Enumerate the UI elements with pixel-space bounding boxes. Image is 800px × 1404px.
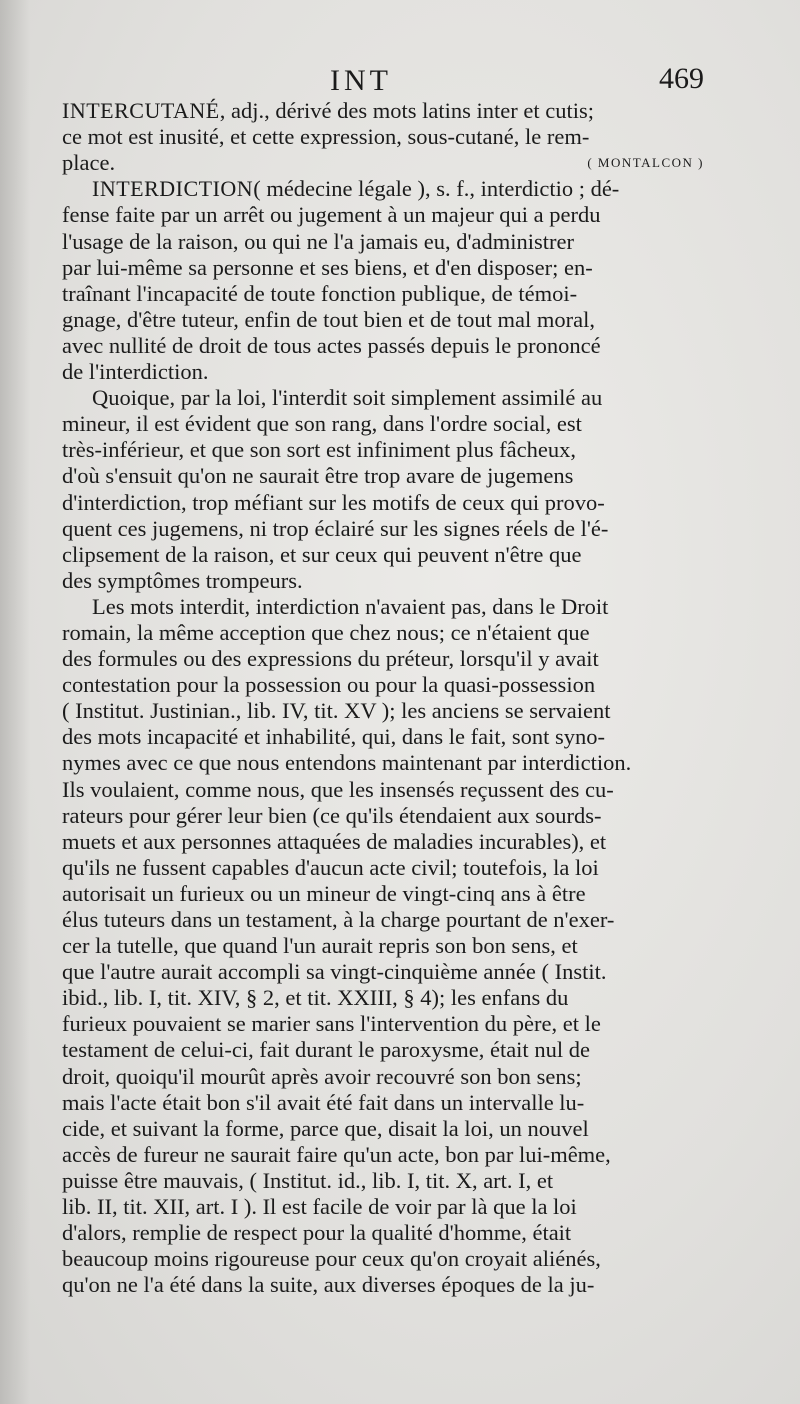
text-line: cer la tutelle, que quand l'un aurait repris son bon sens, et [62, 933, 578, 959]
text-line: ibid., lib. I, tit. XIV, § 2, et tit. XXIII, § 4); les enfans du [62, 985, 569, 1011]
text-line: très-inférieur, et que son sort est infiniment plus fâcheux, [62, 437, 576, 463]
entry-headword: INTERDICTION [92, 176, 254, 202]
text-line: lib. II, tit. XII, art. I ). Il est facile de voir par là que la loi [62, 1194, 577, 1220]
text-line: droit, quoiqu'il mourût après avoir recouvré son bon sens; [62, 1063, 582, 1089]
text-line: des mots incapacité et inhabilité, qui, dans le fait, sont syno- [62, 724, 605, 750]
entry-intercutane [62, 98, 704, 176]
binding-shadow [0, 0, 30, 1404]
text-line: que l'autre aurait accompli sa vingt-cinquième année ( Instit. [62, 959, 607, 985]
text-line: cide, et suivant la forme, parce que, disait la loi, un nouvel [62, 1115, 589, 1141]
text-line: mineur, il est évident que son rang, dans l'ordre social, est [62, 411, 582, 437]
text-line: élus tuteurs dans un testament, à la charge pourtant de n'exer- [62, 907, 615, 932]
text-line: traînant l'incapacité de toute fonction publique, de témoi- [62, 280, 578, 306]
text-line: Les mots interdit, interdiction n'avaient pas, dans le Droit [92, 593, 609, 619]
entry-text: place. [62, 150, 116, 176]
text-line: testament de celui-ci, fait durant le paroxysme, était nul de [62, 1037, 590, 1063]
text-line: romain, la même acception que chez nous; ce n'étaient que [62, 619, 590, 645]
text-line: ( Institut. Justinian., lib. IV, tit. XV ); les anciens se servaient [62, 698, 611, 724]
text-line: d'interdiction, trop méfiant sur les motifs de ceux qui provo- [62, 489, 605, 515]
entry-text: ( médecine légale ), s. f., interdictio ; dé- [253, 176, 620, 202]
text-line: nymes avec ce que nous entendons maintenant par interdiction. [62, 750, 632, 776]
text-line [62, 98, 704, 124]
paragraph-les-mots [62, 594, 704, 1299]
text-line: accès de fureur ne saurait faire qu'un acte, bon par lui-même, [62, 1141, 611, 1167]
text-line: fense faite par un arrêt ou jugement à un majeur qui a perdu [62, 202, 601, 228]
text-line: mais l'acte était bon s'il avait été fait dans un intervalle lu- [62, 1089, 585, 1115]
text-line: d'où s'ensuit qu'on ne saurait être trop avare de jugemens [62, 463, 574, 489]
text-line: beaucoup moins rigoureuse pour ceux qu'on croyait aliénés, [62, 1246, 601, 1272]
text-line: autorisait un furieux ou un mineur de vingt-cinq ans à être [62, 880, 586, 906]
text-line [62, 176, 704, 202]
body-text [62, 98, 704, 1298]
text-line: par lui-même sa personne et ses biens, et d'en disposer; en- [62, 254, 593, 280]
text-line: puisse être mauvais, ( Institut. id., lib. I, tit. X, art. I, et [62, 1167, 554, 1193]
page-number: 469 [659, 62, 704, 95]
text-line: rateurs pour gérer leur bien (ce qu'ils étendaient aux sourds- [62, 802, 602, 828]
paragraph-quoique [62, 385, 704, 594]
entry-text: , adj., dérivé des mots latins inter et cutis; [219, 98, 595, 123]
text-line: Ils voulaient, comme nous, que les insensés reçussent des cu- [62, 776, 614, 802]
text-line: contestation pour la possession ou pour la quasi-possession [62, 672, 596, 698]
text-line: ce mot est inusité, et cette expression, sous-cutané, le rem- [62, 124, 590, 150]
text-line: muets et aux personnes attaquées de maladies incurables), et [62, 828, 607, 854]
text-line: quent ces jugemens, ni trop éclairé sur les signes réels de l'é- [62, 515, 609, 541]
text-line: furieux pouvaient se marier sans l'intervention du père, et le [62, 1011, 601, 1037]
entry-interdiction [62, 176, 704, 385]
text-line: clipsement de la raison, et sur ceux qui peuvent n'être que [62, 541, 582, 567]
text-line: des formules ou des expressions du préteur, lorsqu'il y avait [62, 646, 599, 672]
author-signature: ( MONTALCON ) [587, 155, 704, 171]
text-line: qu'on ne l'a été dans la suite, aux diverses époques de la ju- [62, 1272, 595, 1298]
text-line: Quoique, par la loi, l'interdit soit simplement assimilé au [92, 385, 603, 411]
running-head: INT [330, 64, 392, 97]
text-line: d'alors, remplie de respect pour la qualité d'homme, était [62, 1220, 572, 1246]
text-line: des symptômes trompeurs. [62, 567, 303, 593]
page-header [0, 58, 800, 98]
text-line: de l'interdiction. [62, 359, 209, 385]
text-line: gnage, d'être tuteur, enfin de tout bien et de tout mal moral, [62, 306, 595, 332]
text-line: l'usage de la raison, ou qui ne l'a jamais eu, d'administrer [62, 228, 575, 254]
text-line: avec nullité de droit de tous actes passés depuis le prononcé [62, 332, 601, 358]
entry-headword: INTERCUTANÉ [62, 98, 220, 123]
text-line: qu'ils ne fussent capables d'aucun acte civil; toutefois, la loi [62, 854, 599, 880]
